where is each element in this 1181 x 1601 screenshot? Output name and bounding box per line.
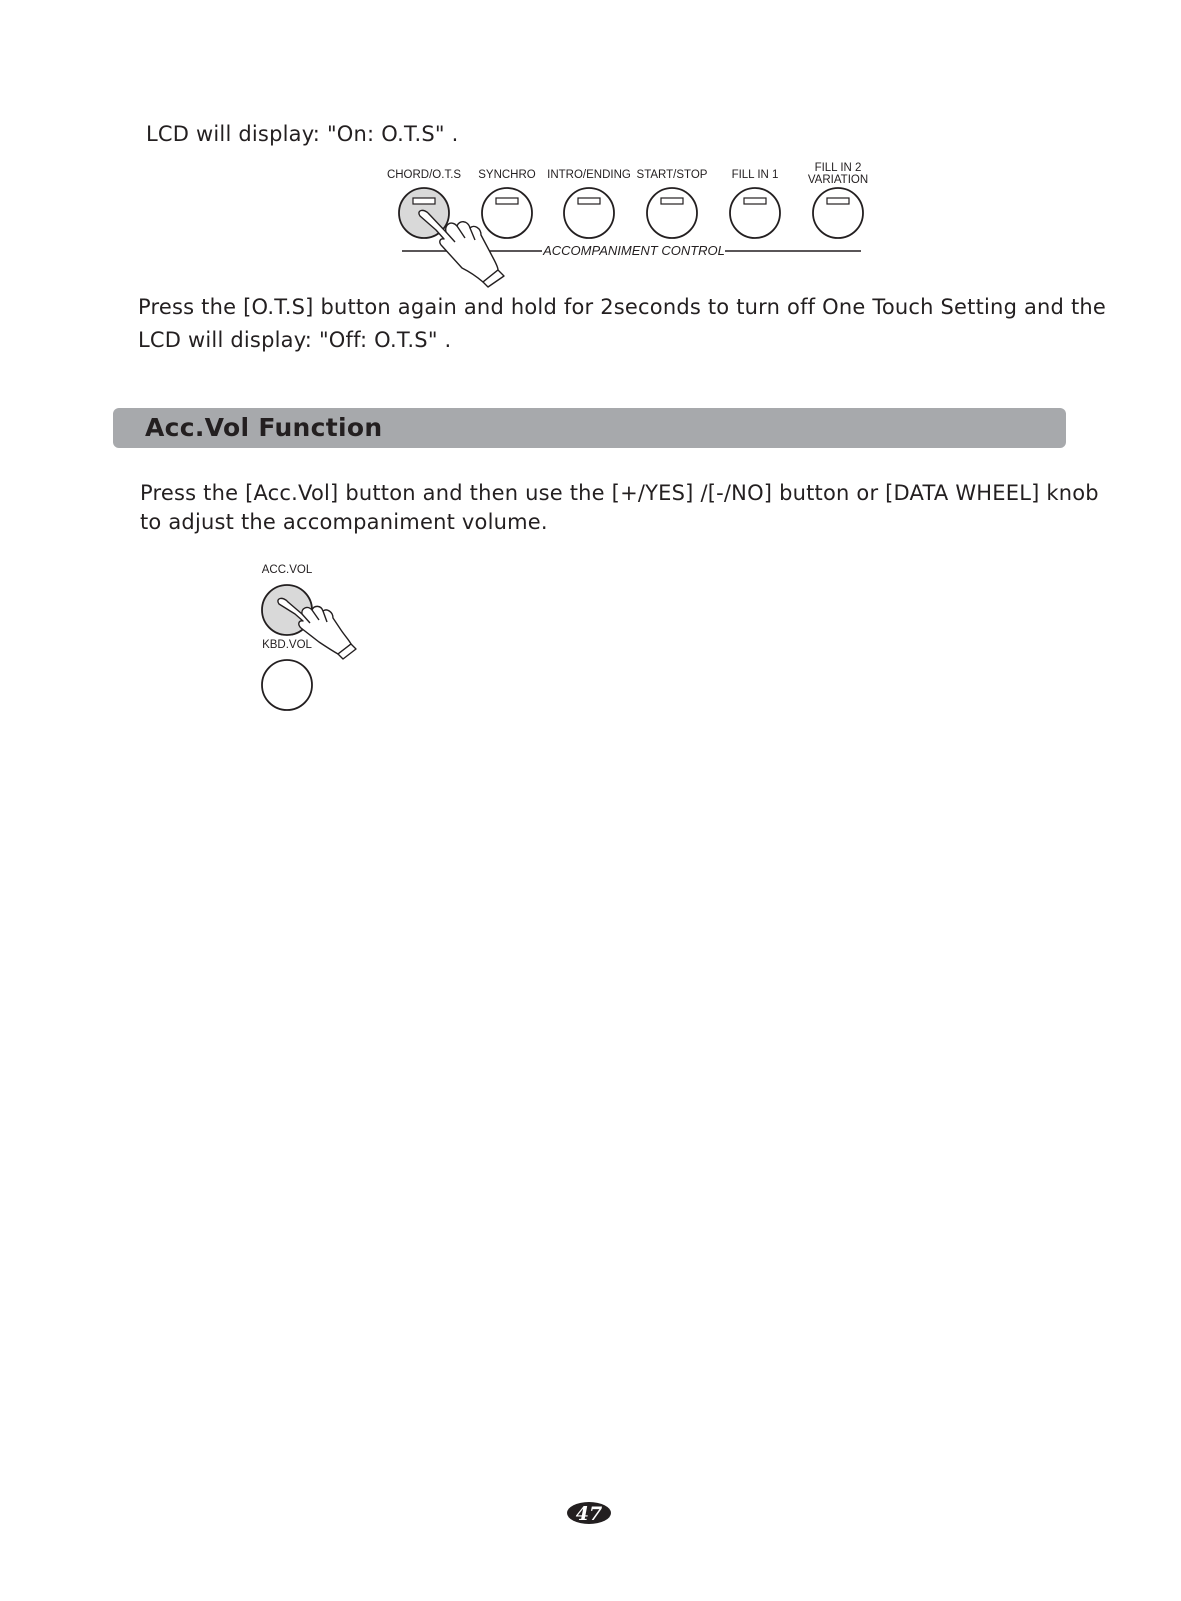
page-number-badge: [566, 1500, 612, 1526]
accvol-line-1: Press the [Acc.Vol] button and then use the [+/YES] /[-/NO] button or [DATA WHEEL] knob: [140, 481, 1099, 505]
start-stop-label: START/STOP: [636, 169, 708, 181]
kbd-vol-label: KBD.VOL: [262, 639, 312, 651]
accompaniment-control-panel: [380, 160, 869, 285]
variation-label: VARIATION: [807, 174, 869, 186]
synchro-button[interactable]: [482, 188, 532, 238]
ots-off-text: [138, 291, 1106, 357]
start-stop-button[interactable]: [647, 188, 697, 238]
accompaniment-control-label: ACCOMPANIMENT CONTROL: [543, 243, 725, 258]
kbd-vol-button[interactable]: [262, 660, 312, 710]
intro-ending-label: INTRO/ENDING: [547, 169, 631, 181]
chord-ots-label: CHORD/O.T.S: [386, 169, 462, 181]
accvol-text: [140, 479, 1099, 537]
fill-in-1-button[interactable]: [730, 188, 780, 238]
intro-ending-button[interactable]: [564, 188, 614, 238]
ots-off-line-2: LCD will display: "Off: O.T.S" .: [138, 328, 452, 352]
page-number: 47: [575, 1503, 603, 1525]
lcd-on-text: LCD will display: "On: O.T.S" .: [146, 122, 459, 146]
volume-panel: [255, 562, 375, 722]
synchro-label: SYNCHRO: [478, 169, 536, 181]
fill-in-1-label: FILL IN 1: [731, 169, 779, 181]
accvol-line-2: to adjust the accompaniment volume.: [140, 510, 548, 534]
section-title: Acc.Vol Function: [145, 413, 383, 442]
ots-off-line-1: Press the [O.T.S] button again and hold for 2seconds to turn off One Touch Setting and the: [138, 295, 1107, 319]
acc-vol-label: ACC.VOL: [261, 564, 313, 576]
fill-in-2-variation-button[interactable]: [813, 188, 863, 238]
section-header-bar: [113, 408, 1066, 448]
fill-in-2-label: FILL IN 2: [814, 162, 862, 174]
